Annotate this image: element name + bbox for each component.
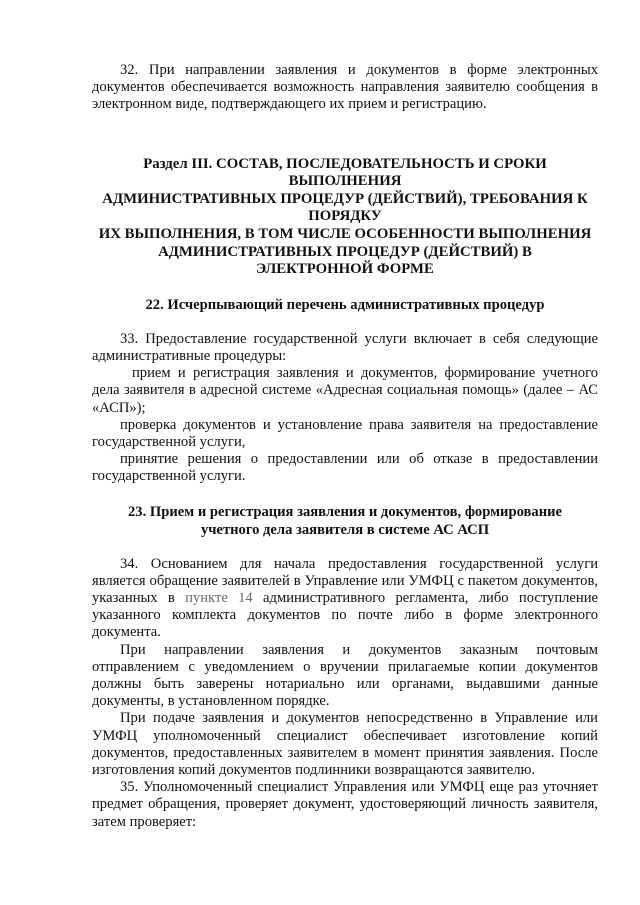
document-page [92,62,598,831]
paragraph-33-item-1: прием и регистрация заявления и документов, формирование учетного дела заявителя в адресной системе «Адресная социальная помощь» (далее – АС «АСП»); [92,365,598,416]
spacer [92,279,598,296]
section-heading-line: ПОРЯДКУ [308,208,382,225]
subheading-23-line: 23. Прием и регистрация заявления и документов, формирование [127,503,562,520]
paragraph-32: 32. При направлении заявления и документов в форме электронных документов обеспечивается возможность направления заявителю сообщения в электронном виде, подтверждающего их прием и регистрацию. [92,62,598,113]
paragraph-34-text: 34. Основанием для начала предоставления государственной услуги является обращение заявителей в Управление или УМФЦ с пакетом документов, указанных в [92,555,598,606]
paragraph-33: 33. Предоставление государственной услуги включает в себя следующие административные процедуры: [92,330,598,364]
subheading-23-line: учетного дела заявителя в системе АС АСП [200,521,490,538]
subheading-23 [92,503,598,539]
paragraph-34-b: При направлении заявления и документов заказным почтовым отправлением с уведомлением о вручении прилагаемые копии документов должны быть заверены нотариально или органами, выдавшими данные документы, в установленном порядке. [92,641,598,710]
section-heading-line: АДМИНИСТРАТИВНЫХ ПРОЦЕДУР (ДЕЙСТВИЙ), ТРЕБОВАНИЯ К [102,190,588,207]
paragraph-34 [92,556,598,642]
paragraph-34-c: При подаче заявления и документов непосредственно в Управление или УМФЦ уполномоченный специалист обеспечивает изготовление копий документов, предоставленных заявителем в момент принятия заявления. После изготовления копий документов подлинники возвращаются заявителю. [92,710,598,779]
spacer [92,114,598,156]
paragraph-35: 35. Уполномоченный специалист Управления или УМФЦ еще раз уточняет предмет обращения, проверяет документ, удостоверяющий личность заявителя, затем проверяет: [92,779,598,830]
section-heading-line: Раздел III. СОСТАВ, ПОСЛЕДОВАТЕЛЬНОСТЬ И СРОКИ [143,155,547,172]
section-heading-line: АДМИНИСТРАТИВНЫХ ПРОЦЕДУР (ДЕЙСТВИЙ) В [158,243,532,260]
section-heading-line: ВЫПОЛНЕНИЯ [288,173,402,190]
subheading-22: 22. Исчерпывающий перечень административных процедур [145,296,545,313]
section-heading-line: ИХ ВЫПОЛНЕНИЯ, В ТОМ ЧИСЛЕ ОСОБЕННОСТИ ВЫПОЛНЕНИЯ [98,225,592,242]
section-heading-line: ЭЛЕКТРОННОЙ ФОРМЕ [256,261,434,278]
spacer [92,539,598,556]
spacer [92,314,598,331]
paragraph-34-text: административного регламента, либо поступление указанного комплекта документов по почте либо в форме электронного документа. [92,590,599,641]
spacer [92,486,598,503]
paragraph-33-item-3: принятие решения о предоставлении или об отказе в предоставлении государственной услуги. [92,451,598,485]
section-heading [92,156,598,279]
point-14-link[interactable]: пункте 14 [185,590,253,606]
paragraph-33-item-2: проверка документов и установление права заявителя на предоставление государственной услуги, [92,416,598,450]
